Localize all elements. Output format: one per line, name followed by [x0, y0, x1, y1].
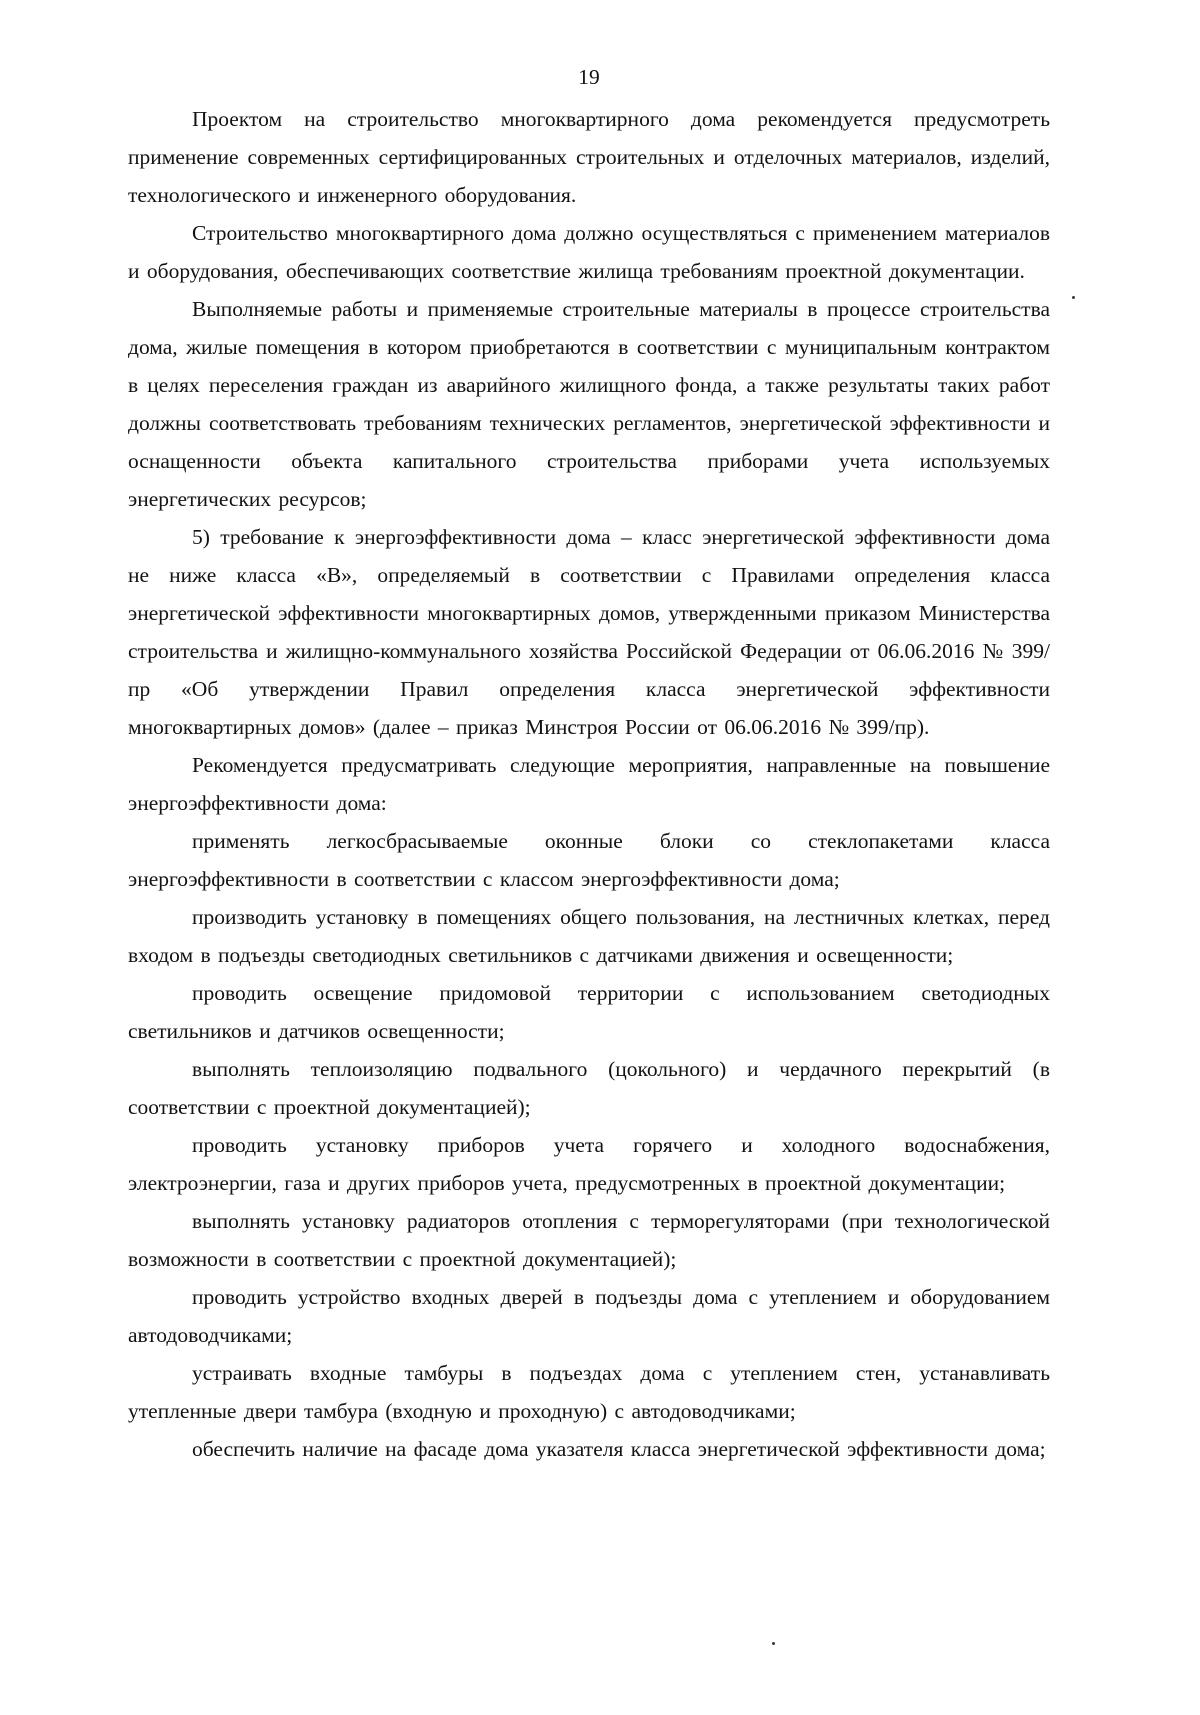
paragraph: Рекомендуется предусматривать следующие мероприятия, направленные на повышение энергоэффективности дома:: [128, 753, 1050, 815]
paragraph: Строительство многоквартирного дома должно осуществляться с применением материалов и оборудования, обеспечивающих соответствие жилища требованиям проектной документации.: [128, 221, 1050, 283]
paragraph: проводить установку приборов учета горячего и холодного водоснабжения, электроэнергии, газа и других приборов учета, предусмотренных в проектной документации;: [128, 1133, 1050, 1195]
paragraph: Выполняемые работы и применяемые строительные материалы в процессе строительства дома, жилые помещения в котором приобретаются в соответствии с муниципальным контрактом в целях переселения граждан из аварийного жилищного фонда, а также результаты таких работ должны соответствовать требованиям технических регламентов, энергетической эффективности и оснащенности объекта капитального строительства приборами учета используемых энергетических ресурсов;: [128, 297, 1050, 511]
paragraph: применять легкосбрасываемые оконные блоки со стеклопакетами класса энергоэффективности в соответствии с классом энергоэффективности дома;: [128, 829, 1050, 891]
page-number: 19: [578, 65, 600, 89]
scan-artifact-dot: [1072, 296, 1075, 299]
paragraph: производить установку в помещениях общего пользования, на лестничных клетках, перед входом в подъезды светодиодных светильников с датчиками движения и освещенности;: [128, 905, 1050, 967]
paragraph: проводить освещение придомовой территории с использованием светодиодных светильников и датчиков освещенности;: [128, 981, 1050, 1043]
paragraph: выполнять теплоизоляцию подвального (цокольного) и чердачного перекрытий (в соответствии с проектной документацией);: [128, 1057, 1050, 1119]
paragraph: проводить устройство входных дверей в подъезды дома с утеплением и оборудованием автодоводчиками;: [128, 1285, 1050, 1347]
paragraph: выполнять установку радиаторов отопления с терморегуляторами (при технологической возможности в соответствии с проектной документацией);: [128, 1209, 1050, 1271]
paragraph: обеспечить наличие на фасаде дома указателя класса энергетической эффективности дома;: [192, 1437, 1046, 1461]
document-body: [128, 100, 1050, 1468]
scan-artifact-dot: [772, 1642, 775, 1645]
paragraph: устраивать входные тамбуры в подъездах дома с утеплением стен, устанавливать утепленные двери тамбура (входную и проходную) с автодоводчиками;: [128, 1361, 1050, 1423]
paragraph: 5) требование к энергоэффективности дома – класс энергетической эффективности дома не ниже класса «В», определяемый в соответствии с Правилами определения класса энергетической эффективности многоквартирных домов, утвержденными приказом Министерства строительства и жилищно-коммунального хозяйства Российской Федерации от 06.06.2016 № 399/пр «Об утверждении Правил определения класса энергетической эффективности многоквартирных домов» (далее – приказ Минстроя России от 06.06.2016 № 399/пр).: [128, 525, 1050, 739]
paragraph: Проектом на строительство многоквартирного дома рекомендуется предусмотреть применение современных сертифицированных строительных и отделочных материалов, изделий, технологического и инженерного оборудования.: [128, 107, 1050, 207]
